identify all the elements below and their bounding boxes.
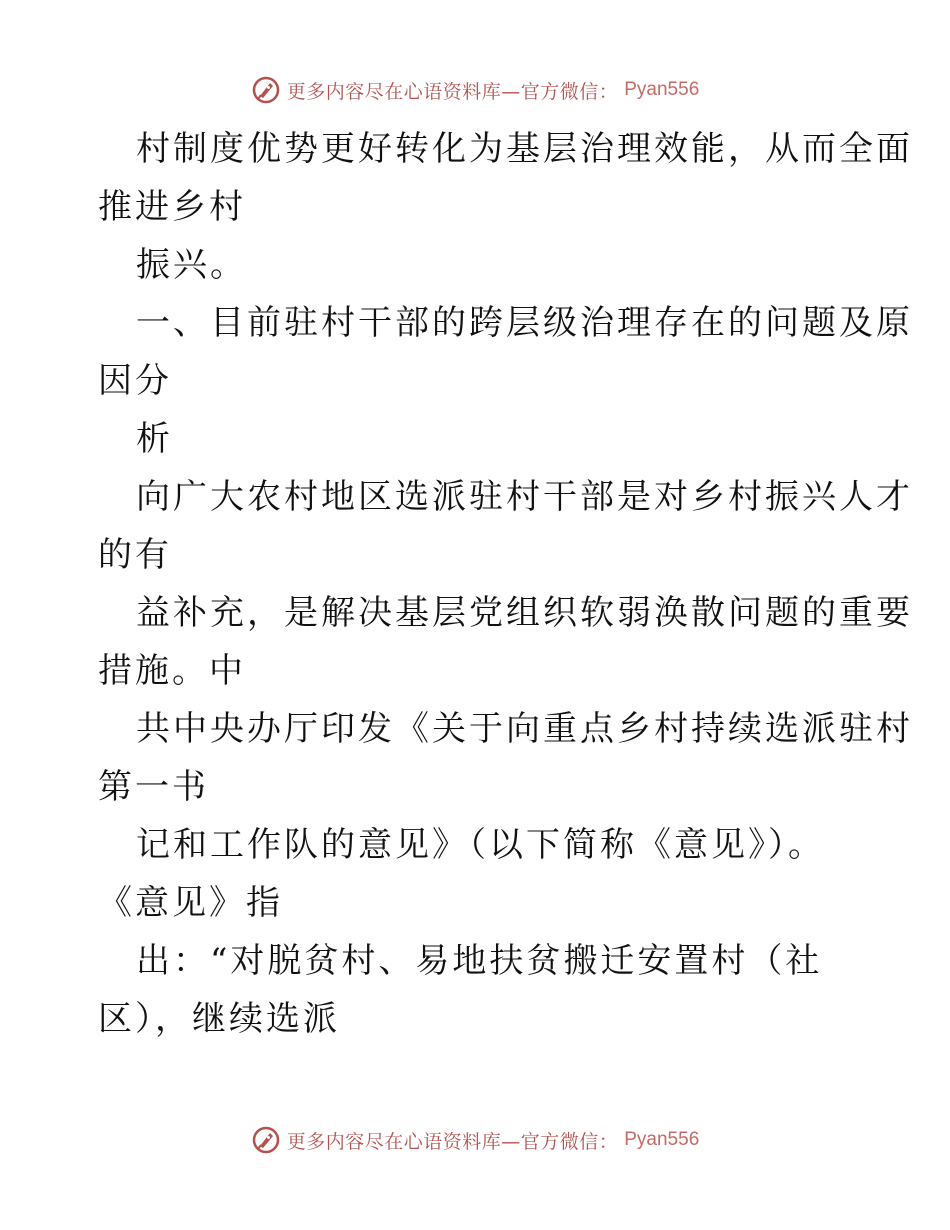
body-line: 振兴。 [136, 245, 247, 285]
body-line: 向广大农村地区选派驻村干部是对乡村振兴人才 [136, 477, 913, 517]
watermark-text: 更多内容尽在心语资料库—官方微信： [286, 80, 619, 103]
pen-nib-logo-icon [251, 1125, 281, 1155]
document-body [98, 120, 913, 1048]
body-line: 共中央办厅印发《关于向重点乡村持续选派驻村 [136, 709, 913, 749]
body-line: 《意见》指 [98, 883, 283, 923]
body-line: 益补充，是解决基层党组织软弱涣散问题的重要 [136, 593, 913, 633]
body-line: 区），继续选派 [98, 999, 340, 1039]
body-line: 措施。中 [98, 651, 246, 691]
section-heading-line: 因分 [98, 361, 172, 401]
header-watermark [0, 70, 950, 110]
body-line: 第一书 [98, 767, 209, 807]
watermark-wechat-id: Pyan556 [624, 1129, 700, 1150]
watermark-wechat-id: Pyan556 [624, 79, 700, 100]
footer-watermark [0, 1120, 950, 1160]
body-line: 村制度优势更好转化为基层治理效能，从而全面 [136, 129, 913, 169]
body-line: 记和工作队的意见》（以下简称《意见》）。 [136, 825, 825, 865]
pen-nib-logo-icon [251, 75, 281, 105]
body-line: 推进乡村 [98, 187, 246, 227]
section-heading-line: 一、目前驻村干部的跨层级治理存在的问题及原 [136, 303, 913, 343]
body-line: 的有 [98, 535, 172, 575]
section-heading-line: 析 [136, 419, 173, 459]
watermark-text: 更多内容尽在心语资料库—官方微信： [286, 1130, 619, 1153]
body-line: 出：“对脱贫村、易地扶贫搬迁安置村（社 [136, 941, 823, 981]
